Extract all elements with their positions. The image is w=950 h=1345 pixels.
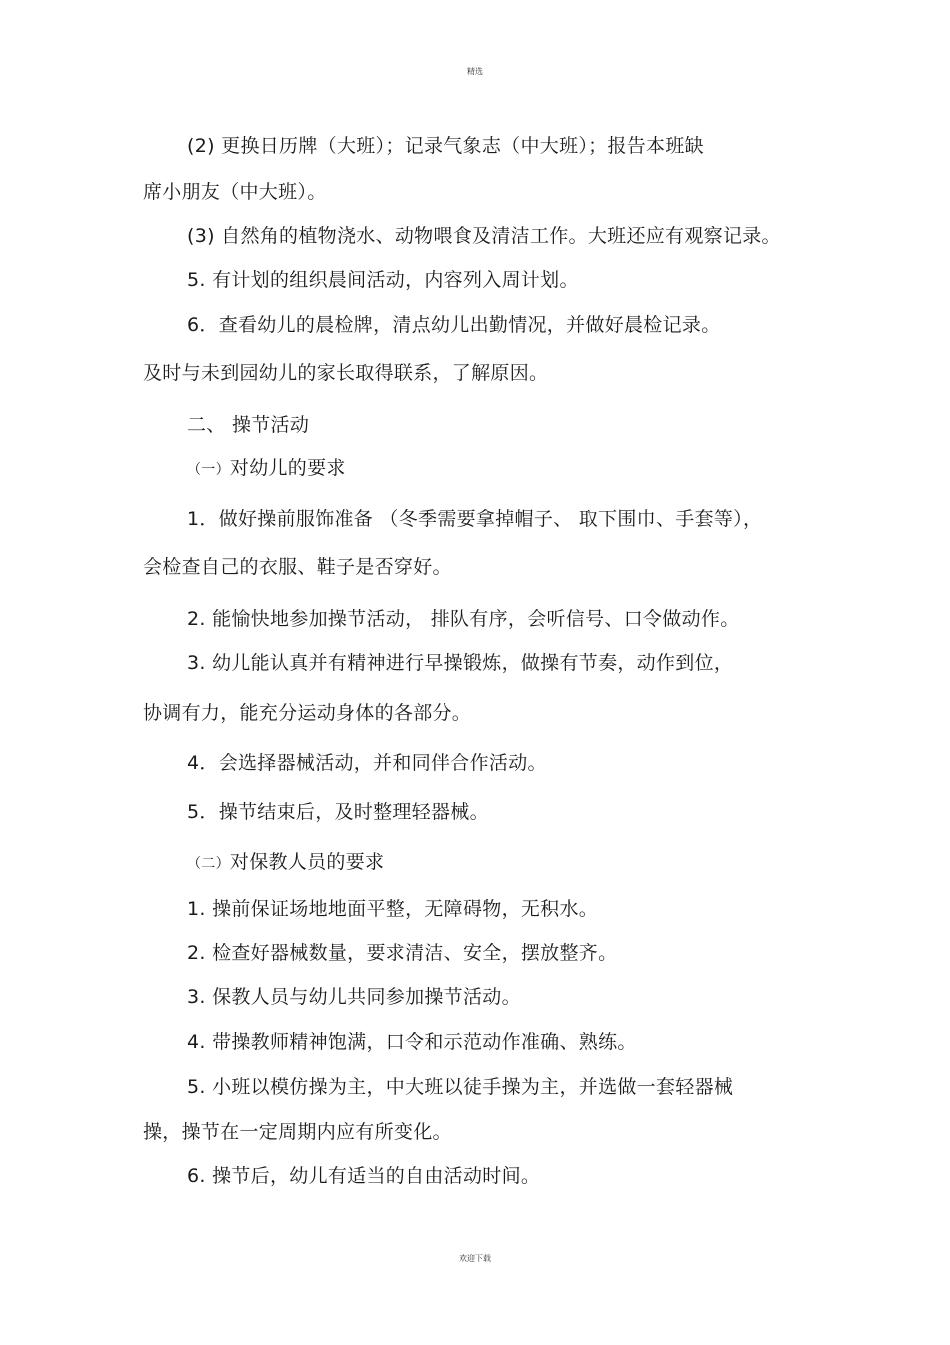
subsection-heading	[187, 850, 384, 876]
paragraph-line: 5．操节结束后，及时整理轻器械。	[187, 801, 489, 823]
paragraph-line: 5. 小班以模仿操为主，中大班以徒手操为主，并选做一套轻器械	[187, 1076, 734, 1098]
paragraph-line: 2. 能愉快地参加操节活动， 排队有序，会听信号、口令做动作。	[187, 608, 740, 630]
paragraph-line: 席小朋友（中大班）。	[143, 181, 327, 203]
subsection-prefix: （二）	[187, 856, 230, 872]
paragraph-line: 4．会选择器械活动，并和同伴合作活动。	[187, 752, 547, 774]
paragraph-line: 3. 保教人员与幼儿共同参加操节活动。	[187, 986, 521, 1008]
paragraph-line: 及时与未到园幼儿的家长取得联系，了解原因。	[143, 362, 549, 384]
paragraph-line: 5. 有计划的组织晨间活动，内容列入周计划。	[187, 269, 579, 291]
paragraph-line: (2) 更换日历牌（大班）；记录气象志（中大班）；报告本班缺	[187, 135, 704, 157]
paragraph-line: 协调有力，能充分运动身体的各部分。	[143, 702, 472, 724]
paragraph-line: (3) 自然角的植物浇水、动物喂食及清洁工作。大班还应有观察记录。	[187, 225, 781, 247]
page-footer: 欢迎下载	[459, 1254, 491, 1263]
paragraph-line: 1. 操前保证场地地面平整，无障碍物，无积水。	[187, 898, 599, 920]
subsection-title: 对幼儿的要求	[229, 457, 346, 479]
page-header: 精选	[467, 67, 483, 76]
paragraph-line: 操，操节在一定周期内应有所变化。	[143, 1121, 452, 1143]
paragraph-line: 3. 幼儿能认真并有精神进行早操锻炼，做操有节奏，动作到位，	[187, 652, 734, 674]
subsection-prefix: （一）	[187, 462, 230, 478]
section-heading: 二、 操节活动	[187, 414, 310, 436]
paragraph-line: 6. 操节后，幼儿有适当的自由活动时间。	[187, 1165, 541, 1187]
paragraph-line: 2. 检查好器械数量，要求清洁、安全，摆放整齐。	[187, 942, 618, 964]
paragraph-line: 4. 带操教师精神饱满，口令和示范动作准确、熟练。	[187, 1031, 637, 1053]
paragraph-line: 6．查看幼儿的晨检牌，清点幼儿出勤情况，并做好晨检记录。	[187, 314, 721, 336]
paragraph-line: 会检查自己的衣服、鞋子是否穿好。	[143, 556, 452, 578]
paragraph-line: 1．做好操前服饰准备 （冬季需要拿掉帽子、 取下围巾、手套等），	[187, 508, 763, 530]
subsection-heading	[187, 456, 346, 482]
subsection-title: 对保教人员的要求	[229, 851, 385, 873]
